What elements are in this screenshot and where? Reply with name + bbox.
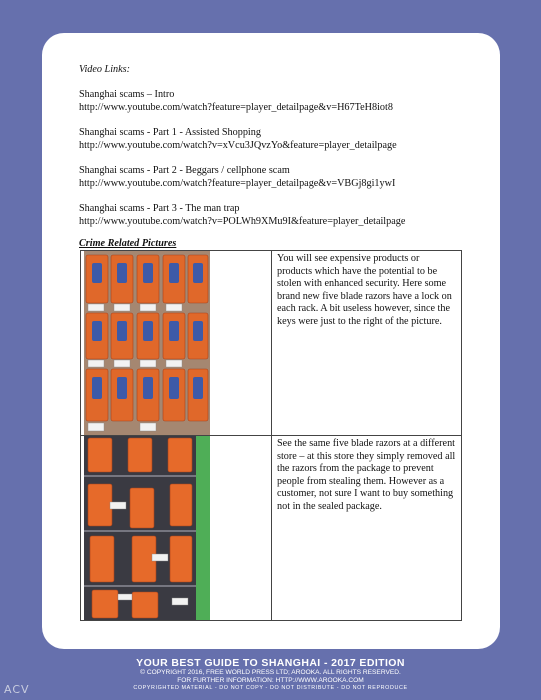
page-content	[79, 63, 469, 621]
document-page	[42, 33, 500, 649]
video-links-heading: Video Links:	[79, 64, 131, 75]
video-url[interactable]: http://www.youtube.com/watch?v=xVcu3JQvzYo&feature=player_detailpage	[79, 140, 397, 151]
razor-rack-photo	[84, 251, 210, 435]
video-title: Shanghai scams - Part 3 - The man trap	[79, 203, 240, 214]
crime-pictures-table	[80, 250, 462, 621]
watermark-text: ACV	[4, 683, 30, 696]
description-cell: You will see expensive products or products which have the potential to be stolen with enhanced security. Here some brand new five blade razors have a lock on each rack. A bit useless however, since the keys were just to the right of the picture.	[272, 251, 462, 436]
video-link-block	[79, 202, 469, 228]
photo-cell	[81, 436, 272, 621]
video-url[interactable]: http://www.youtube.com/watch?feature=player_detailpage&v=H67TeH8iot8	[79, 102, 393, 113]
video-link-block	[79, 88, 469, 114]
photo-cell	[81, 251, 272, 436]
footer-copyright: © COPYRIGHT 2016, FREE WORLD PRESS LTD; AROOKA. ALL RIGHTS RESERVED.	[140, 669, 401, 676]
table-row	[81, 251, 462, 436]
video-url[interactable]: http://www.youtube.com/watch?feature=player_detailpage&v=VBGj8gi1ywI	[79, 178, 396, 189]
video-title: Shanghai scams - Part 1 - Assisted Shopping	[79, 127, 261, 138]
footer-title: YOUR BEST GUIDE TO SHANGHAI - 2017 EDITION	[136, 657, 405, 669]
locked-razors-image	[84, 251, 210, 435]
video-title: Shanghai scams – Intro	[79, 89, 175, 100]
unpackaged-razors-image	[84, 436, 210, 620]
video-title: Shanghai scams - Part 2 - Beggars / cellphone scam	[79, 165, 290, 176]
video-link-block	[79, 126, 469, 152]
description-cell: See the same five blade razors at a different store – at this store they simply removed all the razors from the package to prevent people from stealing them. However as a customer, not sure I want to buy something not in the sealed package.	[272, 436, 462, 621]
page-footer	[0, 657, 541, 692]
footer-info: FOR FURTHER INFORMATION: HTTP://WWW.AROOKA.COM	[177, 677, 364, 684]
crime-pictures-heading: Crime Related Pictures	[79, 238, 177, 249]
footer-notice: COPYRIGHTED MATERIAL - DO NOT COPY - DO NOT DISTRIBUTE - DO NOT REPRODUCE	[133, 685, 408, 691]
table-row	[81, 436, 462, 621]
video-link-block	[79, 164, 469, 190]
video-url[interactable]: http://www.youtube.com/watch?v=POLWh9XMu9I&feature=player_detailpage	[79, 216, 406, 227]
razor-rack-photo	[84, 436, 210, 620]
